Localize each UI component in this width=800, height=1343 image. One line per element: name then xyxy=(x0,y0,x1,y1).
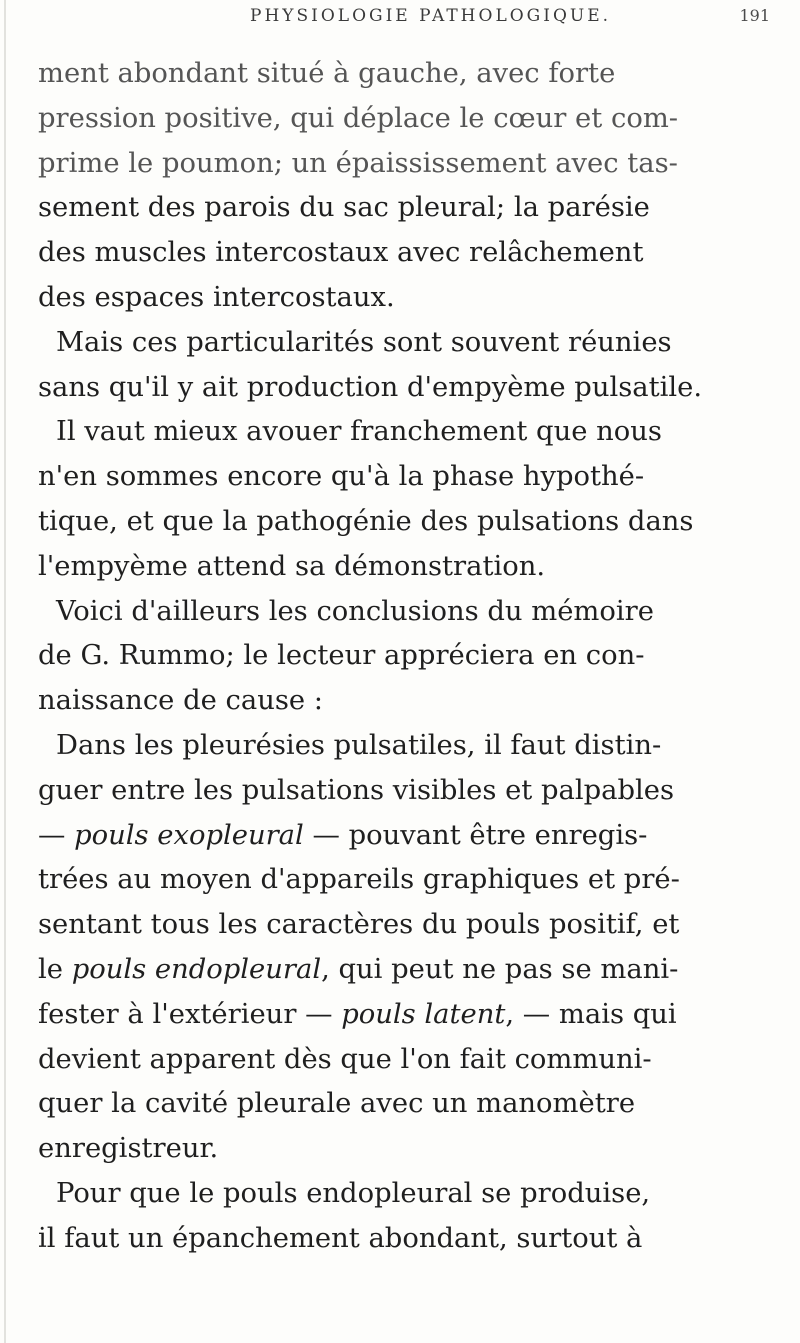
text-line: pression positive, qui déplace le cœur et com- xyxy=(38,102,679,134)
text-segment: le xyxy=(38,953,72,985)
text-line: trées au moyen d'appareils graphiques et pré- xyxy=(38,864,680,896)
text-line: des espaces intercostaux. xyxy=(38,281,395,313)
text-line: Dans les pleurésies pulsatiles, il faut distin- xyxy=(56,729,662,761)
text-line xyxy=(38,814,778,859)
text-line: des muscles intercostaux avec relâchement xyxy=(38,237,644,269)
text-line: Pour que le pouls endopleural se produise, xyxy=(56,1177,651,1209)
text-segment: — pouvant être enregis- xyxy=(303,819,648,851)
text-line: ment abondant situé à gauche, avec forte xyxy=(38,58,616,89)
text-line: devient apparent dès que l'on fait communi- xyxy=(38,1043,652,1075)
running-title: PHYSIOLOGIE PATHOLOGIQUE. xyxy=(250,6,612,26)
text-line: guer entre les pulsations visibles et palpables xyxy=(38,774,675,806)
text-segment: , — mais qui xyxy=(505,998,677,1030)
text-line: de G. Rummo; le lecteur appréciera en con- xyxy=(38,640,645,672)
text-line: sans qu'il y ait production d'empyème pulsatile. xyxy=(38,371,703,403)
page-header xyxy=(250,6,770,32)
text-line xyxy=(38,948,778,993)
text-line: sement des parois du sac pleural; la parésie xyxy=(38,192,650,224)
text-line: il faut un épanchement abondant, surtout à xyxy=(38,1222,643,1254)
text-line: prime le poumon; un épaississement avec tas- xyxy=(38,147,678,179)
page-number: 191 xyxy=(739,6,770,25)
text-line: tique, et que la pathogénie des pulsations dans xyxy=(38,505,694,537)
italic-term: pouls exopleural xyxy=(74,819,304,851)
text-line: naissance de cause : xyxy=(38,685,324,717)
italic-term: pouls latent xyxy=(341,998,506,1030)
text-line: Il vaut mieux avouer franchement que nous xyxy=(56,416,662,448)
text-line: n'en sommes encore qu'à la phase hypothé- xyxy=(38,461,645,493)
page-edge-divider xyxy=(4,0,6,1343)
text-line: enregistreur. xyxy=(38,1133,219,1165)
text-line: l'empyème attend sa démonstration. xyxy=(38,550,546,582)
text-line: Mais ces particularités sont souvent réunies xyxy=(56,326,672,358)
text-line: quer la cavité pleurale avec un manomètre xyxy=(38,1088,636,1120)
text-line xyxy=(38,993,778,1038)
text-line: Voici d'ailleurs les conclusions du mémoire xyxy=(56,595,654,627)
italic-term: pouls endopleural xyxy=(71,953,322,985)
text-segment: fester à l'extérieur — xyxy=(38,998,342,1030)
text-line: sentant tous les caractères du pouls positif, et xyxy=(38,909,680,941)
text-segment: — xyxy=(38,819,75,851)
text-segment: , qui peut ne pas se mani- xyxy=(321,953,679,985)
body-text xyxy=(38,52,778,1262)
